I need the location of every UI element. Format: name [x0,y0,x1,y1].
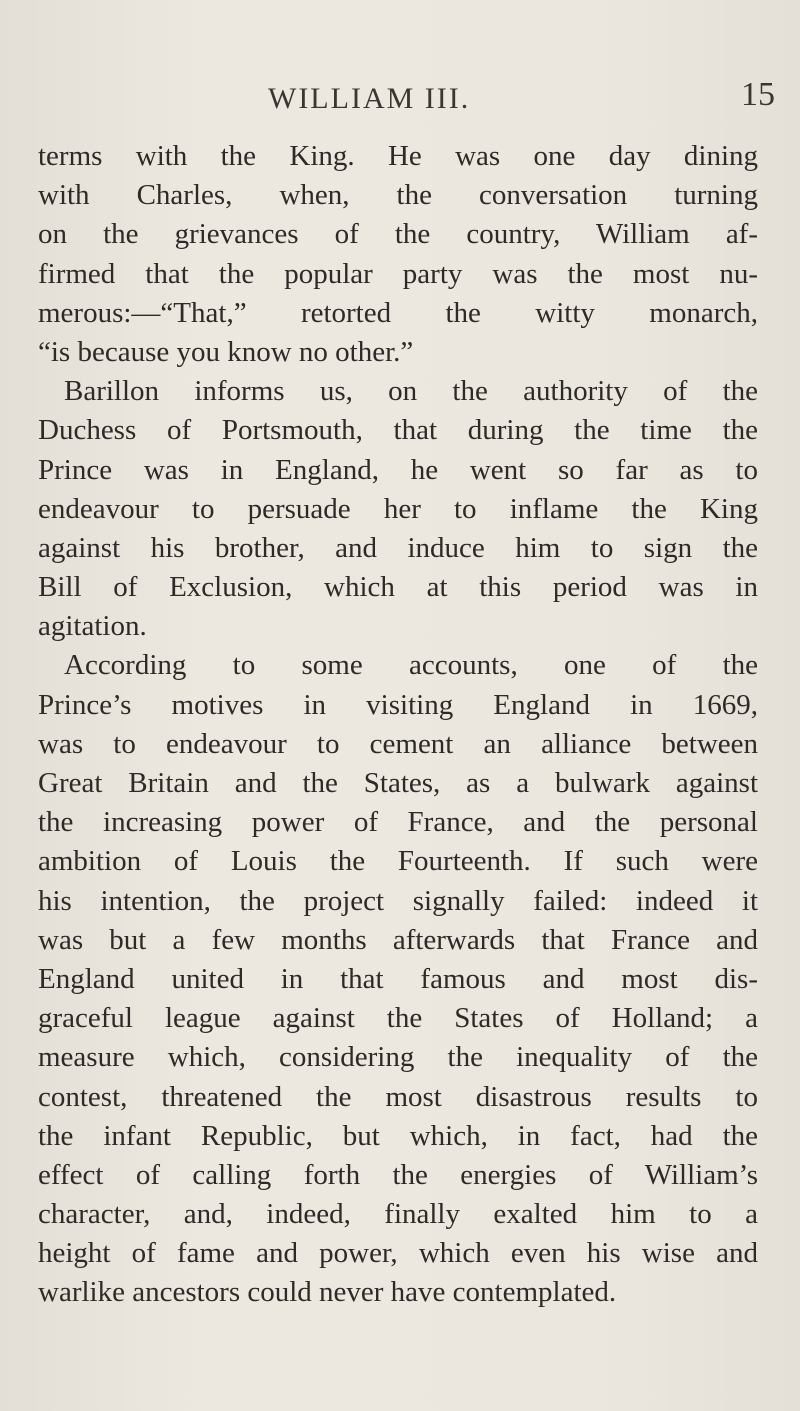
text-line: effect of calling forth the energies of William’s [38,1158,758,1191]
text-line: England united in that famous and most dis- [38,962,758,995]
text-line: warlike ancestors could never have contemplated. [38,1276,617,1309]
text-line: According to some accounts, one of the [64,649,758,682]
text-line: Prince’s motives in visiting England in 1669, [38,688,758,721]
text-line: terms with the King. He was one day dining [38,140,758,172]
text-line: merous:—“That,” retorted the witty monarch, [38,296,758,329]
page-header [0,76,800,122]
text-line: was but a few months afterwards that France and [38,923,758,956]
text-line: “is because you know no other.” [38,335,414,368]
text-line: agitation. [38,610,147,643]
text-line: Great Britain and the States, as a bulwark against [38,767,758,799]
text-line: character, and, indeed, finally exalted him to a [38,1198,758,1231]
page-number: 15 [741,76,775,113]
body-text [38,137,758,1313]
running-head: WILLIAM III. [268,82,471,115]
text-line: his intention, the project signally failed: indeed it [38,884,758,917]
text-line: height of fame and power, which even his wise and [38,1237,758,1270]
text-line: measure which, considering the inequality of the [38,1041,758,1074]
text-line: endeavour to persuade her to inflame the King [38,492,758,525]
text-line: graceful league against the States of Holland; a [38,1002,758,1035]
text-line: firmed that the popular party was the most nu- [38,257,758,290]
text-line: against his brother, and induce him to sign the [38,531,758,564]
text-line: the increasing power of France, and the personal [38,806,758,839]
text-line: Bill of Exclusion, which at this period was in [38,571,758,604]
text-line: Prince was in England, he went so far as to [38,453,758,486]
text-line: ambition of Louis the Fourteenth. If such were [38,845,758,878]
text-line: contest, threatened the most disastrous results to [38,1080,758,1113]
text-line: with Charles, when, the conversation turning [38,179,758,212]
text-line: on the grievances of the country, William af- [38,218,758,251]
text-line: Barillon informs us, on the authority of the [64,375,758,408]
text-line: the infant Republic, but which, in fact, had the [38,1119,758,1152]
text-line: was to endeavour to cement an alliance between [38,727,758,760]
text-line: Duchess of Portsmouth, that during the time the [38,414,758,447]
